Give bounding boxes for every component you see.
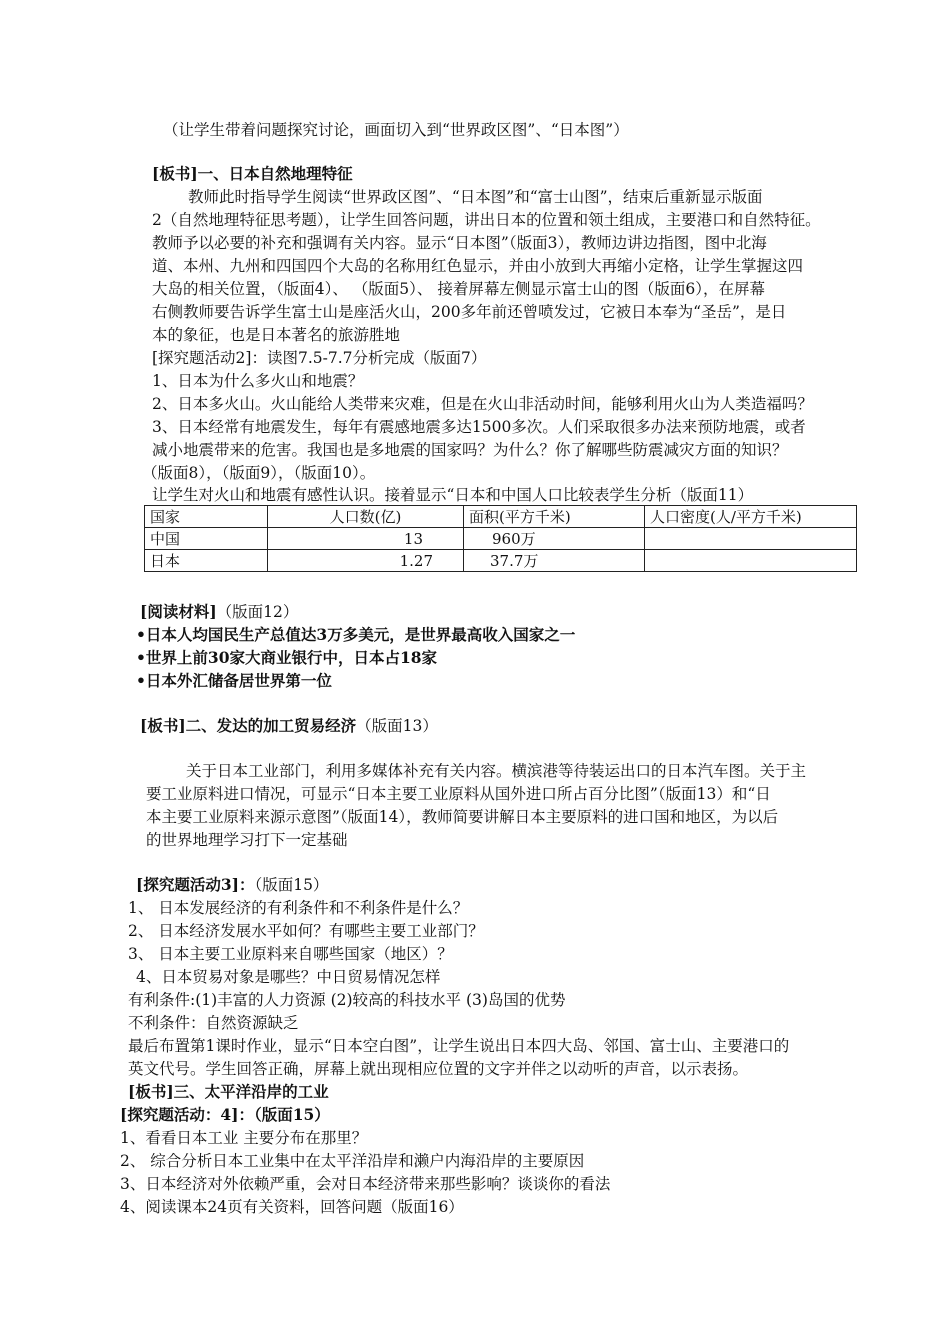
paragraph-line: 本主要工业原料来源示意图”（版面14），教师简要讲解日本主要原料的进口国和地区，为以后	[146, 808, 779, 826]
table-header-row	[145, 506, 857, 528]
board-heading-3: [板书]三、太平洋沿岸的工业	[128, 1082, 329, 1101]
question-line: 4、阅读课本24页有关资料，回答问题（版面16）	[120, 1198, 464, 1216]
table-row	[145, 550, 857, 572]
question-line: 3、日本经济对外依赖严重，会对日本经济带来那些影响？谈谈你的看法	[120, 1175, 611, 1193]
paragraph-line: 让学生对火山和地震有感性认识。接着显示“日本和中国人口比较表学生分析（版面11）	[152, 486, 754, 504]
bullet-item: •日本外汇储备居世界第一位	[136, 671, 332, 690]
paragraph-line: 道、本州、九州和四国四个大岛的名称用红色显示，并由小放到大再缩小定格，让学生掌握这四	[152, 257, 804, 275]
paragraph-line: 教师予以必要的补充和强调有关内容。显示“日本图”（版面3），教师边讲边指图，图中北海	[152, 234, 767, 252]
paragraph-line: 本的象征，也是日本著名的旅游胜地	[152, 326, 401, 344]
table-cell: 960万	[464, 528, 645, 550]
board-heading-1: [板书]一、日本自然地理特征	[152, 164, 353, 183]
paragraph-line: 教师此时指导学生阅读“世界政区图”、“日本图”和“富士山图”，结束后重新显示版面	[188, 188, 763, 206]
unfavorable-conditions: 不利条件：自然资源缺乏	[128, 1014, 299, 1032]
reading-material-ref: （版面12）	[216, 603, 299, 621]
question-line: 3、 日本主要工业原料来自哪些国家（地区）？	[128, 945, 453, 963]
question-line: 2、 综合分析日本工业集中在太平洋沿岸和濑户内海沿岸的主要原因	[120, 1152, 585, 1170]
table-header-cell: 国家	[145, 506, 268, 528]
reading-material-title: [阅读材料]	[140, 602, 217, 621]
question-line: 1、日本为什么多火山和地震？	[152, 372, 364, 390]
table-cell: 日本	[145, 550, 268, 572]
activity-3-ref: （版面15）	[254, 876, 329, 894]
paragraph-line: 右侧教师要告诉学生富士山是座活火山，200多年前还曾喷发过，它被日本奉为“圣岳”，是日	[152, 303, 787, 321]
question-line: 3、日本经常有地震发生，每年有震感地震多达1500多次。人们采取很多办法来预防地震，或者	[152, 418, 806, 436]
population-comparison-table	[144, 505, 857, 572]
table-cell: 13	[268, 528, 464, 550]
table-cell: 1.27	[268, 550, 464, 572]
board-heading-2-ref: （版面13）	[356, 717, 438, 735]
table-header-cell: 面积(平方千米)	[464, 506, 645, 528]
question-line: 1、看看日本工业 主要分布在那里？	[120, 1129, 368, 1147]
paragraph-line: 关于日本工业部门，利用多媒体补充有关内容。横滨港等待装运出口的日本汽车图。关于主	[186, 762, 807, 780]
paragraph-line: 大岛的相关位置，（版面4）、 （版面5）、 接着屏幕左侧显示富士山的图（版面6），在屏幕	[152, 280, 765, 298]
bullet-item: •世界上前30家大商业银行中，日本占18家	[136, 648, 438, 667]
bullet-item: •日本人均国民生产总值达3万多美元，是世界最高收入国家之一	[136, 625, 576, 644]
paragraph-line: 的世界地理学习打下一定基础	[146, 831, 348, 849]
question-line: 2、日本多火山。火山能给人类带来灾难，但是在火山非活动时间，能够利用火山为人类造福吗？	[152, 395, 813, 413]
question-line: 2、 日本经济发展水平如何？有哪些主要工业部门？	[128, 922, 484, 940]
intro-line: （让学生带着问题探究讨论，画面切入到“世界政区图”、“日本图”）	[163, 121, 629, 139]
activity-3-title: [探究题活动3]：	[136, 875, 255, 894]
question-line: 减小地震带来的危害。我国也是多地震的国家吗？为什么？你了解哪些防震减灾方面的知识？	[152, 441, 788, 459]
table-cell: 37.7万	[464, 550, 645, 572]
board-heading-2	[140, 715, 438, 737]
table-row	[145, 528, 857, 550]
activity-4-title: [探究题活动：4]：（版面15）	[120, 1105, 330, 1124]
paragraph-line: 英文代号。学生回答正确，屏幕上就出现相应位置的文字并伴之以动听的声音，以示表扬。	[128, 1060, 749, 1078]
table-cell	[645, 528, 857, 550]
board-heading-2-title: [板书]二、发达的加工贸易经济	[140, 716, 357, 735]
question-line: （版面8），（版面9），（版面10）。	[142, 464, 376, 482]
question-line: 1、 日本发展经济的有利条件和不利条件是什么？	[128, 899, 469, 917]
paragraph-line: 最后布置第1课时作业，显示“日本空白图”，让学生说出日本四大岛、邻国、富士山、主要港口的	[128, 1037, 790, 1055]
favorable-conditions: 有利条件:(1)丰富的人力资源 (2)较高的科技水平 (3)岛国的优势	[128, 991, 566, 1009]
activity-2-title: [探究题活动2]：读图7.5-7.7分析完成（版面7）	[152, 349, 487, 367]
table-header-cell: 人口数(亿)	[268, 506, 464, 528]
paragraph-line: 2（自然地理特征思考题），让学生回答问题，讲出日本的位置和领土组成，主要港口和自然特征。	[152, 211, 821, 229]
activity-3-heading	[136, 874, 328, 896]
table-cell: 中国	[145, 528, 268, 550]
paragraph-line: 要工业原料进口情况，可显示“日本主要工业原料从国外进口所占百分比图”（版面13）和“日	[146, 785, 771, 803]
table-cell	[645, 550, 857, 572]
table-header-cell: 人口密度(人/平方千米)	[645, 506, 857, 528]
question-line: 4、日本贸易对象是哪些？中日贸易情况怎样	[136, 968, 441, 986]
reading-material-heading	[140, 601, 298, 623]
